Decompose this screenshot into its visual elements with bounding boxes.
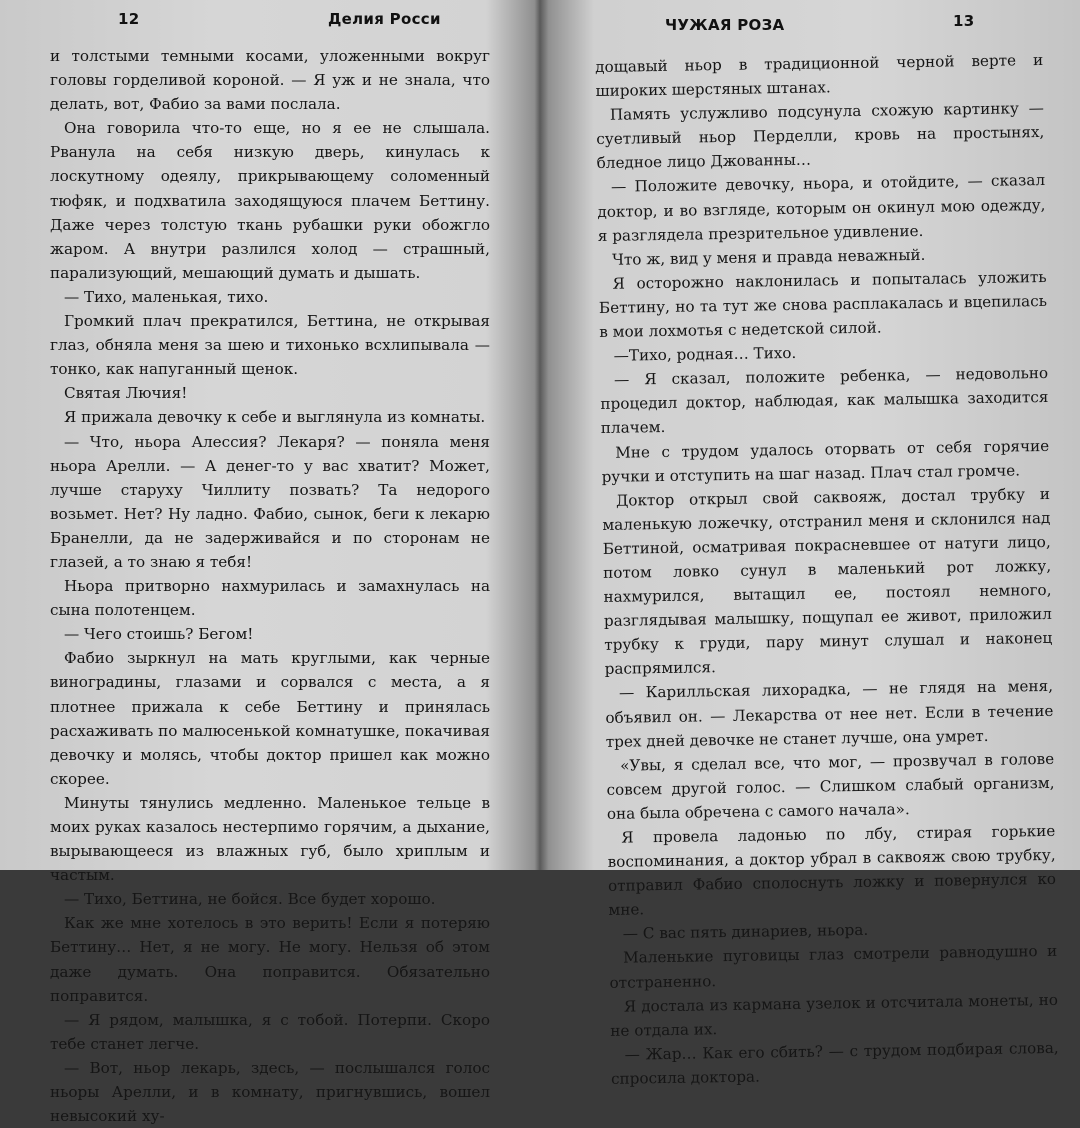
paragraph: дощавый ньор в традиционной черной верте и широких шерстяных штанах. bbox=[595, 50, 1044, 101]
paragraph: — Вот, ньор лекарь, здесь, — послышался голос ньоры Арелли, и в комнату, пригнувшись, вошел невысокий ху- bbox=[50, 1058, 490, 1126]
paragraph: — Что, ньора Алессия? Лекаря? — поняла меня ньора Арелли. — А денег-то у вас хватит? Может, лучше старуху Чиллиту позвать? Та недорого возьмет. Нет? Ну ладно. Фабио, сынок, беги к лекарю Бранелли, да не задерживайся и по сторонам не глазей, а то знаю я тебя! bbox=[50, 432, 490, 571]
left-page-body bbox=[50, 44, 490, 1128]
paragraph: Память услужливо подсунула схожую картинку — суетливый ньор Перделли, кровь на простынях, бледное лицо Джованны… bbox=[596, 99, 1045, 173]
running-head-title: ЧУЖАЯ РОЗА bbox=[665, 16, 785, 34]
right-page bbox=[540, 0, 1080, 1088]
paragraph: Мне с трудом удалось оторвать от себя горячие ручки и отступить на шаг назад. Плач стал громче. bbox=[601, 436, 1050, 486]
paragraph: — Я сказал, положите ребенка, — недовольно процедил доктор, наблюдая, как малышка заходится плачем. bbox=[600, 364, 1049, 438]
paragraph: Минуты тянулись медленно. Маленькое тельце в моих руках казалось нестерпимо горячим, а дыхание, вырывающееся из влажных губ, было хриплым и частым. bbox=[50, 793, 490, 885]
right-page-body bbox=[595, 48, 1059, 1091]
paragraph: — Карилльская лихорадка, — не глядя на меня, объявил он. — Лекарства от нее нет. Если в течение трех дней девочке не станет лучше, она умрет. bbox=[605, 677, 1054, 751]
paragraph: — Положите девочку, ньора, и отойдите, — сказал доктор, и во взгляде, которым он окинул мою одежду, я разглядела презрительное удивление. bbox=[597, 171, 1046, 245]
paragraph: — Чего стоишь? Бегом! bbox=[64, 625, 254, 644]
paragraph: Как же мне хотелось в это верить! Если я потеряю Беттину… Нет, я не могу. Не могу. Нельзя об этом даже думать. Она поправится. Обязательно поправится. bbox=[50, 914, 490, 1005]
paragraph: Что ж, вид у меня и правда неважный. bbox=[612, 245, 926, 269]
paragraph: — Жар… Как его сбить? — с трудом подбирая слова, спросила доктора. bbox=[610, 1038, 1059, 1088]
paragraph: Маленькие пуговицы глаз смотрели равнодушно и отстраненно. bbox=[609, 942, 1058, 992]
paragraph: и толстыми темными косами, уложенными вокруг головы горделивой короной. — Я уж и не знала, что делать, вот, Фабио за вами послала. bbox=[50, 47, 490, 114]
paragraph: Я провела ладонью по лбу, стирая горькие воспоминания, а доктор убрал в саквояж свою трубку, отправил Фабио сполоснуть ложку и повернулся ко мне. bbox=[607, 821, 1057, 920]
paragraph: Я достала из кармана узелок и отсчитала монеты, но не отдала их. bbox=[610, 990, 1059, 1040]
paragraph: Я осторожно наклонилась и попыталась уложить Беттину, но та тут же снова расплакалась и вцепилась в мои лохмотья с недетской силой. bbox=[598, 267, 1048, 341]
paragraph: Святая Лючия! bbox=[64, 384, 188, 403]
paragraph: —Тихо, родная… Тихо. bbox=[613, 344, 797, 365]
paragraph: Ньора притворно нахмурилась и замахнулась на сына полотенцем. bbox=[50, 577, 490, 620]
left-page bbox=[0, 0, 540, 1126]
page-number: 13 bbox=[953, 12, 975, 30]
paragraph: — С вас пять динариев, ньора. bbox=[622, 921, 869, 944]
paragraph: — Тихо, Беттина, не бойся. Все будет хорошо. bbox=[64, 890, 436, 909]
paragraph: «Увы, я сделал все, что мог, — прозвучал в голове совсем другой голос. — Слишком слабый организм, она была обречена с самого начала». bbox=[606, 749, 1055, 823]
page-number: 12 bbox=[118, 10, 140, 28]
paragraph: — Тихо, маленькая, тихо. bbox=[64, 287, 269, 306]
running-head-author: Делия Росси bbox=[328, 10, 441, 28]
paragraph: Я прижала девочку к себе и выглянула из комнаты. bbox=[64, 408, 486, 427]
paragraph: Фабио зыркнул на мать круглыми, как черные виноградины, глазами и сорвался с места, а я плотнее прижала к себе Беттину и принялась расхаживать по малюсенькой комнатушке, покачивая девочку и молясь, чтобы доктор пришел как можно скорее. bbox=[50, 649, 490, 788]
paragraph: Доктор открыл свой саквояж, достал трубку и маленькую ложечку, отстранил меня и склонился над Беттиной, осматривая покрасневшее от натуги лицо, потом ловко сунул в маленький рот ложку, нахмурился, вытащил ее, постоял немного, разглядывая малышку, пощупал ее живот, приложил трубку к груди, пару минут слушал и наконец распрямился. bbox=[602, 484, 1053, 679]
paragraph: Она говорила что-то еще, но я ее не слышала. Рванула на себя низкую дверь, кинулась к лоскутному одеялу, прикрывающему соломенный тюфяк, и подхватила заходящуюся плачем Беттину. Даже через толстую ткань рубашки руки обожгло жаром. А внутри разлился холод — страшный, парализующий, мешающий думать и дышать. bbox=[50, 119, 490, 282]
paragraph: Громкий плач прекратился, Беттина, не открывая глаз, обняла меня за шею и тихонько всхлипывала — тонко, как напуганный щенок. bbox=[50, 312, 490, 379]
paragraph: — Я рядом, малышка, я с тобой. Потерпи. Скоро тебе станет легче. bbox=[50, 1010, 490, 1053]
